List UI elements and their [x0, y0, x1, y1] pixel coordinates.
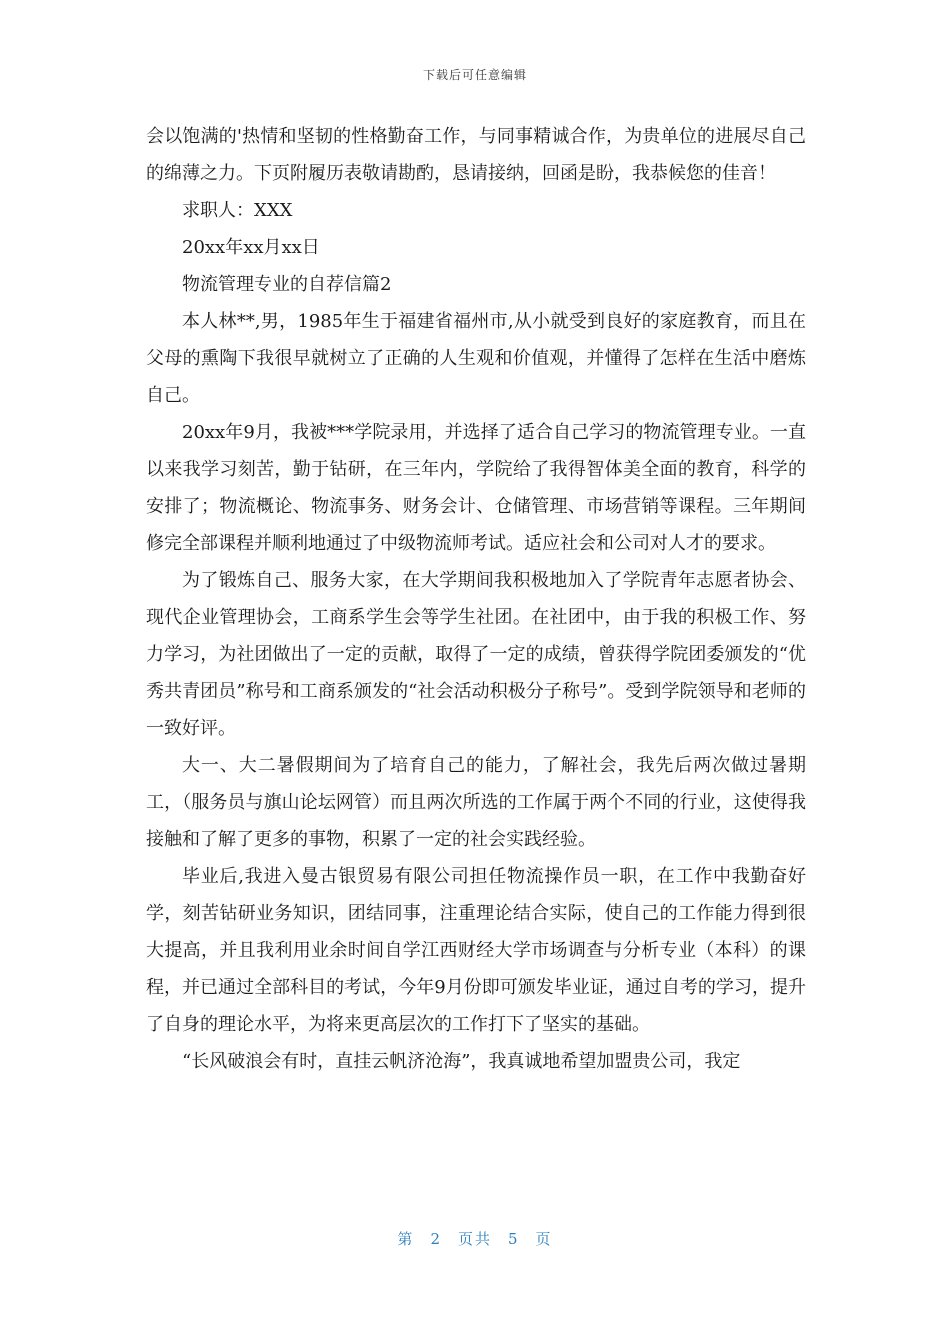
- paragraph-9: 毕业后,我进入曼古银贸易有限公司担任物流操作员一职，在工作中我勤奋好学，刻苦钻研业务知识，团结同事，注重理论结合实际，使自己的工作能力得到很大提高，并且我利用业余时间自学江西财经大学市场调查与分析专业（本科）的课程，并已通过全部科目的考试，今年9月份即可颁发毕业证，通过自考的学习，提升了自身的理论水平，为将来更高层次的工作打下了坚实的基础。: [146, 866, 806, 1035]
- footer-middle: 页共: [457, 1230, 492, 1248]
- page-header: 下载后可任意编辑: [422, 68, 527, 82]
- paragraph-8: 大一、大二暑假期间为了培育自己的能力，了解社会，我先后两次做过暑期工，（服务员与旗山论坛网管）而且两次所选的工作属于两个不同的行业，这使得我接触和了解了更多的事物，积累了一定的社会实践经验。: [146, 755, 806, 850]
- paragraph-10: “长风破浪会有时，直挂云帆济沧海”，我真诚地希望加盟贵公司，我定: [182, 1051, 741, 1072]
- footer-suffix: 页: [535, 1230, 553, 1248]
- paragraph-1: 会以饱满的'热情和坚韧的性格勤奋工作，与同事精诚合作，为贵单位的进展尽自己的绵薄之力。下页附履历表敬请勘酌，恳请接纳，回函是盼，我恭候您的佳音！: [146, 126, 806, 184]
- paragraph-6: 20xx年9月，我被***学院录用，并选择了适合自己学习的物流管理专业。一直以来我学习刻苦，勤于钻研，在三年内，学院给了我得智体美全面的教育，科学的安排了；物流概论、物流事务、财务会计、仓储管理、市场营销等课程。三年期间修完全部课程并顺利地通过了中级物流师考试。适应社会和公司对人才的要求。: [146, 422, 806, 554]
- page-footer: [0, 1228, 950, 1249]
- date-line: 20xx年xx月xx日: [182, 237, 320, 258]
- section-title: 物流管理专业的自荐信篇2: [182, 274, 392, 295]
- signature-line: 求职人：XXX: [182, 200, 293, 221]
- footer-prefix: 第: [397, 1230, 415, 1248]
- footer-total-pages: 5: [508, 1230, 520, 1248]
- paragraph-7: 为了锻炼自己、服务大家，在大学期间我积极地加入了学院青年志愿者协会、现代企业管理协会，工商系学生会等学生社团。在社团中，由于我的积极工作、努力学习，为社团做出了一定的贡献，取得了一定的成绩，曾获得学院团委颁发的“优秀共青团员”称号和工商系颁发的“社会活动积极分子称号”。受到学院领导和老师的一致好评。: [146, 570, 806, 739]
- paragraph-5: 本人林**,男，1985年生于福建省福州市,从小就受到良好的家庭教育，而且在父母的熏陶下我很早就树立了正确的人生观和价值观，并懂得了怎样在生活中磨炼自己。: [146, 311, 806, 406]
- document-body: [146, 118, 806, 1080]
- footer-page-number: 2: [430, 1230, 442, 1248]
